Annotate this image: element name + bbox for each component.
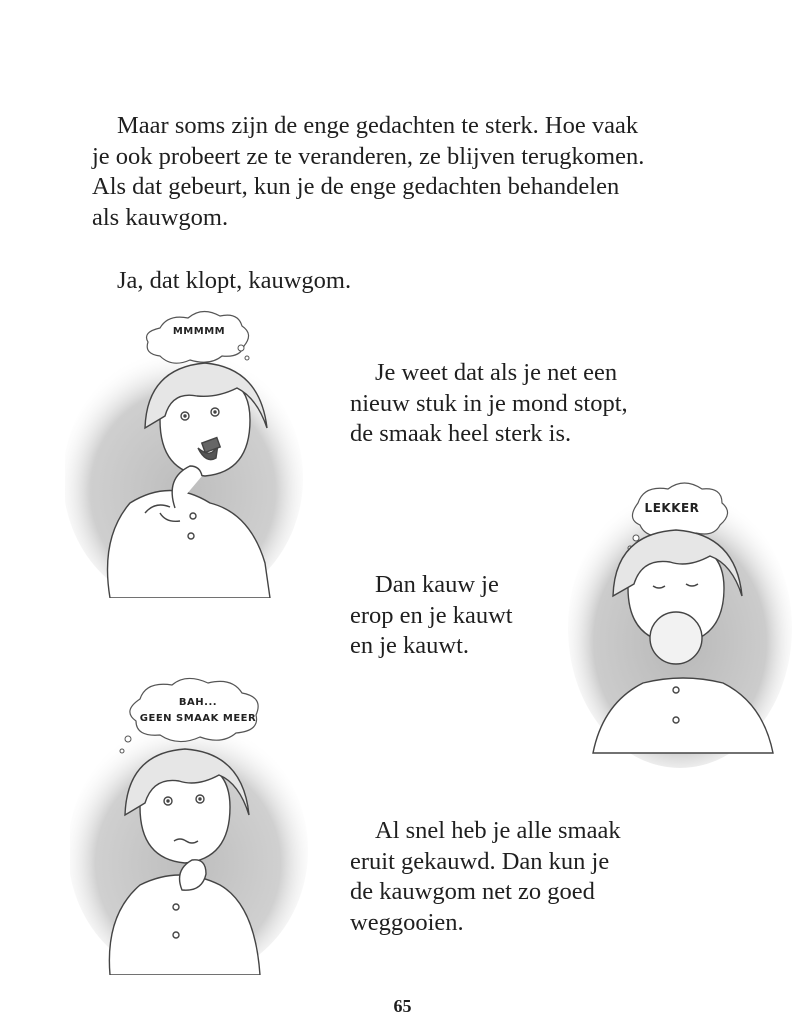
- text-line: erop en je kauwt: [350, 601, 513, 629]
- text-line: nieuw stuk in je mond stopt,: [350, 389, 628, 417]
- paragraph-new-piece: [350, 358, 628, 450]
- text-line: en je kauwt.: [350, 632, 470, 659]
- page-number: 65: [393, 996, 412, 1016]
- thought-bubble: [147, 311, 250, 363]
- paragraph-chewing: [350, 570, 513, 662]
- illustration-girl-no-taste: [70, 675, 310, 975]
- text-line: je ook probeert ze te veranderen, ze blijven terugkomen.: [92, 142, 645, 170]
- thought-bubble-text: MMMMM: [172, 326, 226, 337]
- paragraph-intro: [92, 111, 644, 233]
- thought-bubble-text-line1: BAH...: [178, 697, 218, 708]
- illustration-girl-chewing-gum: [568, 478, 793, 768]
- text-line: Als dat gebeurt, kun je de enge gedachten behandelen: [92, 173, 620, 200]
- text-line: als kauwgom.: [92, 203, 229, 231]
- thought-bubble-text: LEKKER: [644, 501, 700, 515]
- thought-bubble-text-line2: GEEN SMAAK MEER: [139, 713, 257, 724]
- text-line: de kauwgom net zo goed: [350, 878, 595, 905]
- text-line: Ja, dat klopt, kauwgom.: [117, 267, 352, 294]
- paragraph-kauwgom: [92, 266, 351, 297]
- text-line: de smaak heel sterk is.: [350, 420, 572, 447]
- illustration-girl-tasting-gum: [65, 308, 305, 598]
- text-line: Dan kauw je: [375, 571, 499, 598]
- text-line: eruit gekauwd. Dan kun je: [350, 847, 610, 875]
- text-line: Al snel heb je alle smaak: [375, 817, 621, 844]
- text-line: Je weet dat als je net een: [375, 359, 618, 386]
- text-line: Maar soms zijn de enge gedachten te sterk. Hoe vaak: [117, 112, 639, 139]
- gum-bubble: [650, 612, 702, 664]
- text-line: weggooien.: [350, 908, 464, 936]
- paragraph-no-taste: [350, 816, 621, 938]
